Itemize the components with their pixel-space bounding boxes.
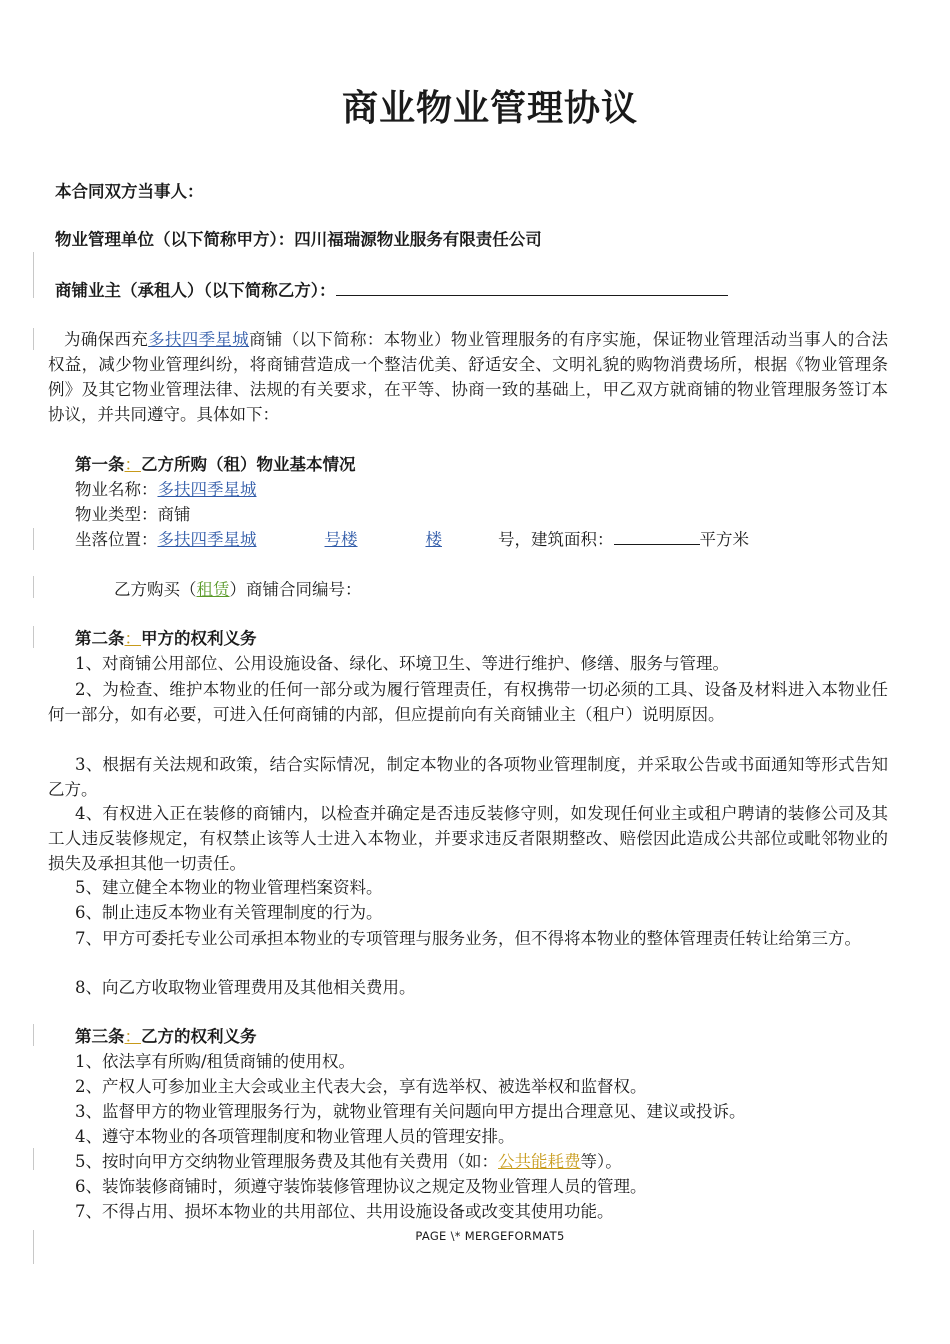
- building-link[interactable]: 号楼: [324, 530, 358, 549]
- article2-item: 7、甲方可委托专业公司承担本物业的专项管理与服务业务，但不得将本物业的整体管理责任转让给第三方。: [75, 929, 861, 948]
- article2-item: 8、向乙方收取物业管理费用及其他相关费用。: [75, 978, 416, 997]
- party-b-label: 商铺业主（承租人）（以下简称乙方）：: [55, 281, 336, 300]
- margin-mark: [33, 252, 34, 298]
- margin-mark: [33, 328, 34, 350]
- party-b-line: [55, 279, 728, 303]
- article3-item: 6、装饰装修商铺时，须遵守装饰装修管理协议之规定及物业管理人员的管理。: [75, 1177, 647, 1196]
- article2-heading: 第二条：甲方的权利义务: [75, 629, 257, 648]
- lease-link[interactable]: 租赁: [196, 580, 230, 599]
- document-title: 商业物业管理协议: [341, 88, 638, 129]
- project-link[interactable]: 多扶四季星城: [148, 330, 250, 349]
- margin-mark: [33, 576, 34, 598]
- property-type-line: 物业类型：商铺: [75, 505, 191, 524]
- article3-item-5: 5、按时向甲方交纳物业管理服务费及其他有关费用（如：公共能耗费等）。: [75, 1152, 622, 1171]
- margin-mark: [33, 1148, 34, 1170]
- margin-mark: [33, 626, 34, 648]
- party-b-blank[interactable]: [336, 279, 728, 296]
- article3-item: 7、不得占用、损坏本物业的共用部位、共用设施设备或改变其使用功能。: [75, 1202, 614, 1221]
- area-blank[interactable]: [614, 528, 700, 545]
- article2-item: 1、对商铺公用部位、公用设施设备、绿化、环境卫生、等进行维护、修缮、服务与管理。: [75, 654, 729, 673]
- party-a-line: [55, 228, 542, 252]
- party-a-label: 物业管理单位（以下简称甲方）：: [55, 230, 295, 249]
- page-footer: PAGE \* MERGEFORMAT5: [415, 1229, 565, 1243]
- party-a-name: 四川福瑞源物业服务有限责任公司: [294, 230, 542, 249]
- property-name-link[interactable]: 多扶四季星城: [157, 480, 257, 499]
- public-energy-fee-link[interactable]: 公共能耗费: [498, 1152, 581, 1171]
- parties-heading: 本合同双方当事人：: [55, 182, 204, 201]
- article2-item: 6、制止违反本物业有关管理制度的行为。: [75, 903, 383, 922]
- location-link[interactable]: 多扶四季星城: [157, 530, 257, 549]
- article2-item: 5、建立健全本物业的物业管理档案资料。: [75, 878, 383, 897]
- article1-heading: 第一条：乙方所购（租）物业基本情况: [75, 455, 356, 474]
- property-name-line: 物业名称：多扶四季星城: [75, 480, 257, 499]
- contract-number-line: 乙方购买（租赁）商铺合同编号：: [114, 580, 362, 599]
- property-location-line: 坐落位置：多扶四季星城 号楼 楼 号，建筑面积： 平方米: [75, 530, 749, 549]
- article2-item: 3、根据有关法规和政策，结合实际情况，制定本物业的各项物业管理制度，并采取公告或书面通知等形式告知乙方。: [48, 755, 888, 799]
- preamble-paragraph: 为确保西充多扶四季星城商铺（以下简称：本物业）物业管理服务的有序实施，保证物业管理活动当事人的合法权益，减少物业管理纠纷，将商铺营造成一个整洁优美、舒适安全、文明礼貌的购物消费场所，根据《物业管理条例》及其它物业管理法律、法规的有关要求，在平等、协商一致的基础上，甲乙双方就商铺的物业管理服务签订本协议，并共同遵守。具体如下：: [48, 330, 889, 424]
- article2-item: 4、有权进入正在装修的商铺内，以检查并确定是否违反装修守则，如发现任何业主或租户聘请的装修公司及其工人违反装修规定，有权禁止该等人士进入本物业，并要求违反者限期整改、赔偿因此造成公共部位或毗邻物业的损失及承担其他一切责任。: [48, 804, 888, 873]
- floor-link[interactable]: 楼: [425, 530, 442, 549]
- article2-item: 2、为检查、维护本物业的任何一部分或为履行管理责任，有权携带一切必须的工具、设备及材料进入本物业任何一部分，如有必要，可进入任何商铺的内部，但应提前向有关商铺业主（租户）说明原因。: [48, 680, 888, 724]
- article3-item: 2、产权人可参加业主大会或业主代表大会，享有选举权、被选举权和监督权。: [75, 1077, 647, 1096]
- article3-heading: 第三条：乙方的权利义务: [75, 1027, 257, 1046]
- article3-item: 4、遵守本物业的各项管理制度和物业管理人员的管理安排。: [75, 1127, 515, 1146]
- margin-mark: [33, 1024, 34, 1046]
- article3-item: 1、依法享有所购/租赁商铺的使用权。: [75, 1052, 356, 1071]
- article3-item: 3、监督甲方的物业管理服务行为，就物业管理有关问题向甲方提出合理意见、建议或投诉。: [75, 1102, 746, 1121]
- margin-mark: [33, 528, 34, 550]
